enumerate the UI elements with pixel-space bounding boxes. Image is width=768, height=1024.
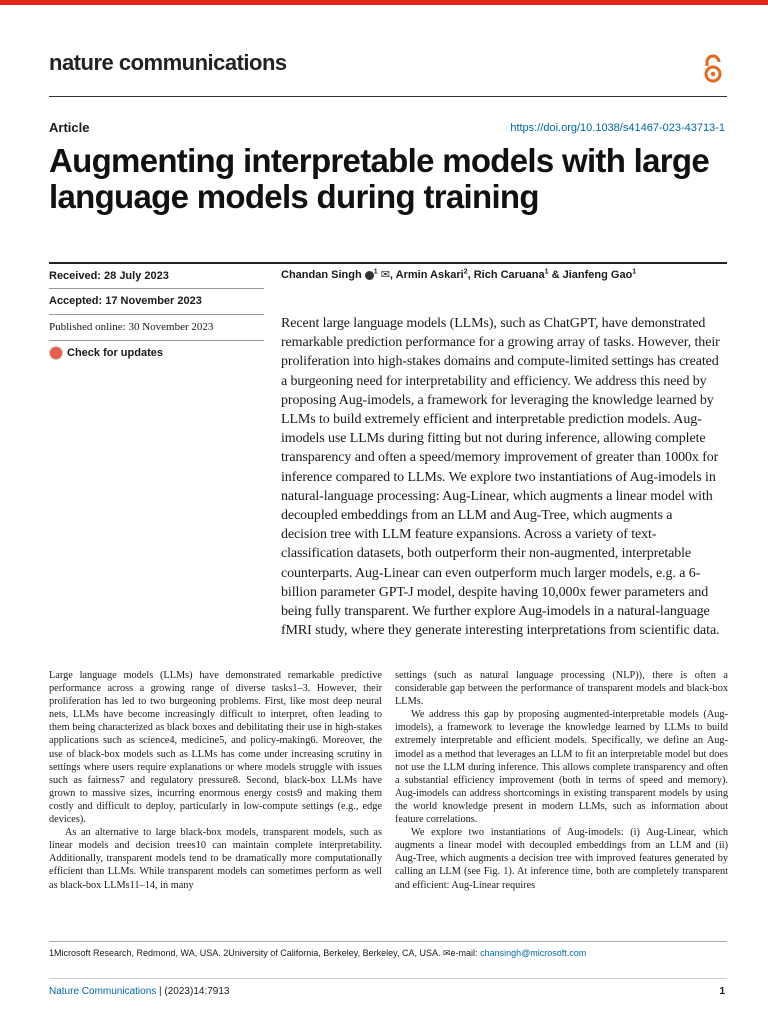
abstract: Recent large language models (LLMs), such as ChatGPT, have demonstrated remarkable prediction performance for a growing array of tasks. However, their proliferation into high-stakes domains and compute-limited settings has created a burgeoning need for interpretability and efficiency. We address this need by proposing Aug-imodels, a framework for leveraging the knowledge learned by LLMs to build extremely efficient and interpretable prediction models. Aug-imodels use LLMs during fitting but not during inference, allowing complete transparency and often a speed/memory improvement of greater than 1000x for inference compared to LLMs. We explore two instantiations of Aug-imodels in natural-language processing: Aug-Linear, which augments a linear model with decoupled embeddings from an LLM and Aug-Tree, which augments a decision tree with LLM feature expansions. Across a variety of text-classification datasets, both outperform their non-augmented, interpretable counterparts. Aug-Linear can even outperform much larger models, e.g. a 6-billion parameter GPT-J model, despite having 10,000x fewer parameters and being fully transparent. We further explore Aug-imodels in a natural-language fMRI study, where they generate interesting interpretations from scientific data.	[281, 316, 720, 639]
email-icon: ✉	[443, 948, 451, 958]
date-divider	[49, 288, 264, 289]
footer-volume: | (2023)14:7913	[156, 986, 230, 997]
author-list	[281, 268, 636, 281]
author-name[interactable]: Chandan Singh	[281, 269, 362, 281]
author-name[interactable]: , Armin Askari	[389, 269, 464, 281]
footer-citation	[49, 986, 229, 997]
journal-name[interactable]: nature communications	[49, 50, 287, 75]
published-date: Published online: 30 November 2023	[49, 321, 214, 333]
body-paragraph: As an alternative to large black-box models, transparent models, such as linear models and decision trees10 can maintain complete interpretability. Additionally, transparent models tend to be dramatically more computationally efficient than LLMs. While transparent models can sometimes perform as well as black-box LLMs11–14, in many	[49, 827, 382, 891]
author-name[interactable]: & Jianfeng Gao	[548, 269, 633, 281]
body-paragraph: We address this gap by proposing augmented-interpretable models (Aug-imodels), a framework to leverage the knowledge learned by LLMs to build extremely interpretable and efficient models. Specifically, we define an Aug-imodel as a method that leverages an LLM to fit an interpretable model but does not use the LLM during inference. This allows complete transparency and often a substantial efficiency improvement (both in terms of speed and memory). Aug-imodels can address shortcomings in existing transparent models by using the world knowledge present in modern LLMs, such as information about feature correlations.	[395, 709, 728, 826]
check-for-updates-button[interactable]	[49, 346, 163, 360]
body-paragraph: Large language models (LLMs) have demonstrated remarkable predictive performance across a growing range of diverse tasks1–3. However, their proliferation has led to two burgeoning problems. First, like most deep neural nets, LLMs have become increasingly difficult to interpret, often leading to them being characterized as black boxes and debilitating their use in high-stakes applications such as science4, medicine5, and policy-making6. Moreover, the use of black-box models such as LLMs has come under increasing scrutiny in settings where users require explanations or where models struggle with issues such as fairness7 and regulatory pressure8. Second, black-box LLMs have grown to massive sizes, incurring enormous energy costs9 and making them costly and difficult to deploy, particularly in low-compute settings (e.g., edge devices).	[49, 670, 382, 826]
header-rule	[49, 96, 727, 97]
body-paragraph: We explore two instantiations of Aug-imodels: (i) Aug-Linear, which augments a linear model with decoupled embeddings from an LLM and (ii) Aug-Tree, which augments a decision tree with improved features generated by calling an LLM (see Fig. 1). At inference time, both are completely transparent and efficient: Aug-Linear requires	[395, 827, 728, 891]
title-rule	[49, 262, 727, 264]
affiliation-rule	[49, 941, 727, 942]
top-accent-bar	[0, 0, 768, 5]
orcid-icon[interactable]	[365, 271, 374, 280]
email-icon[interactable]: ✉	[380, 269, 390, 281]
doi-link[interactable]: https://doi.org/10.1038/s41467-023-43713-1	[510, 122, 725, 134]
received-date: Received: 28 July 2023	[49, 270, 169, 282]
page-number: 1	[719, 986, 725, 997]
accepted-date: Accepted: 17 November 2023	[49, 295, 202, 307]
author-name[interactable]: , Rich Caruana	[467, 269, 545, 281]
body-paragraph: settings (such as natural language processing (NLP)), there is often a considerable gap between the performance of transparent models and black-box LLMs.	[395, 670, 728, 708]
date-divider	[49, 314, 264, 315]
body-column-left	[49, 669, 382, 892]
footer-journal-link[interactable]: Nature Communications	[49, 986, 157, 997]
crossmark-icon	[49, 346, 63, 360]
author-affiliation: 1	[632, 268, 637, 276]
affiliation-text: 1Microsoft Research, Redmond, WA, USA. 2University of California, Berkeley, Berkeley, CA, USA.	[49, 948, 441, 958]
article-type: Article	[49, 120, 90, 135]
body-column-right	[395, 669, 728, 892]
author-affiliation: 2	[463, 268, 468, 276]
affiliations	[49, 948, 586, 959]
article-title: Augmenting interpretable models with large language models during training	[49, 142, 710, 215]
footer-rule	[49, 978, 727, 979]
email-link[interactable]: chansingh@microsoft.com	[480, 948, 587, 958]
author-affiliation: 1	[544, 268, 549, 276]
date-divider	[49, 340, 264, 341]
open-access-icon[interactable]	[700, 54, 726, 84]
check-for-updates-label: Check for updates	[67, 347, 163, 359]
author-affiliation: 1	[373, 268, 378, 276]
email-label: e-mail:	[450, 948, 481, 958]
